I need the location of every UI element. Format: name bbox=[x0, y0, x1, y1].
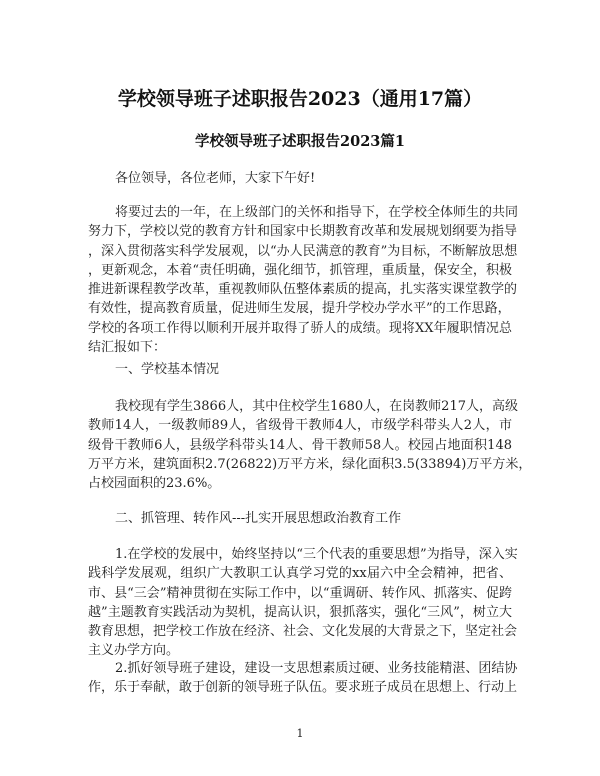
section2-heading-block bbox=[88, 509, 512, 528]
text-line: 学校的各项工作得以顺利开展并取得了骄人的成绩。现将XX年履职情况总 bbox=[88, 320, 512, 336]
section-subtitle: 学校领导班子述职报告2023篇1 bbox=[195, 133, 405, 150]
paragraph-item-2 bbox=[88, 659, 518, 698]
text-line: 作，乐于奉献，敢于创新的领导班子队伍。要求班子成员在思想上、行动上 bbox=[88, 680, 518, 696]
text-line: 努力下，学校以党的教育方针和国家中长期教育改革和发展规划纲要为指导 bbox=[88, 224, 518, 240]
text-line: 推进新课程教学改革，重视教师队伍整体素质的提高，扎实落实课堂教学的 bbox=[88, 282, 518, 298]
greeting-paragraph bbox=[88, 169, 512, 188]
text-line: 市、县“三会”精神贯彻在实际工作中，以“重调研、转作风、抓落实、促跨 bbox=[88, 585, 512, 601]
section1-heading-block bbox=[88, 360, 512, 379]
text-line: 万平方米，建筑面积2.7(26822)万平方米，绿化面积3.5(33894)万平方米， bbox=[88, 456, 532, 472]
text-line: 结汇报如下： bbox=[88, 340, 167, 356]
paragraph-intro bbox=[88, 203, 519, 357]
section2-heading: 二、抓管理、转作风---扎实开展思想政治教育工作 bbox=[115, 511, 402, 526]
paragraph-item-1 bbox=[88, 545, 518, 661]
text-line: 主义办学方向。 bbox=[88, 643, 180, 659]
paragraph-school-info bbox=[88, 397, 532, 493]
text-line: ，更新观念，本着“责任明确，强化细节，抓管理，重质量，保安全，积极 bbox=[88, 262, 512, 278]
document-title: 学校领导班子述职报告2023（通用17篇） bbox=[117, 88, 483, 110]
text-line: 我校现有学生3866人，其中住校学生1680人，在岗教师217人，高级 bbox=[115, 399, 518, 414]
text-line: 级骨干教师6人，县级学科带头14人、骨干教师58人。校园占地面积148 bbox=[88, 437, 512, 453]
text-line: 2.抓好领导班子建设，建设一支思想素质过硬、业务技能精湛、团结协 bbox=[115, 661, 518, 676]
greeting-text: 各位领导，各位老师，大家下午好! bbox=[115, 171, 316, 186]
text-line: 教育思想，把学校工作放在经济、社会、文化发展的大背景之下，坚定社会 bbox=[88, 624, 518, 640]
text-line: ，深入贯彻落实科学发展观，以“办人民满意的教育”为目标，不断解放思想 bbox=[88, 243, 518, 259]
text-line: 将要过去的一年，在上级部门的关怀和指导下，在学校全体师生的共同 bbox=[115, 205, 519, 220]
text-line: 越”主题教育实践活动为契机，提高认识，狠抓落实，强化“三风”，树立大 bbox=[88, 604, 512, 620]
text-line: 教师14人，一级教师89人，省级骨干教师4人，市级学科带头人2人，市 bbox=[88, 418, 512, 434]
page-number: 1 bbox=[296, 727, 304, 740]
text-line: 践科学发展观，组织广大教职工认真学习党的xx届六中全会精神，把省、 bbox=[88, 566, 512, 582]
text-line: 占校园面积的23.6%。 bbox=[88, 476, 221, 492]
section1-heading: 一、学校基本情况 bbox=[115, 362, 220, 377]
text-line: 1.在学校的发展中，始终坚持以“三个代表的重要思想”为指导，深入实 bbox=[115, 547, 518, 562]
text-line: 有效性，提高教育质量，促进师生发展，提升学校办学水平”的工作思路， bbox=[88, 301, 511, 317]
